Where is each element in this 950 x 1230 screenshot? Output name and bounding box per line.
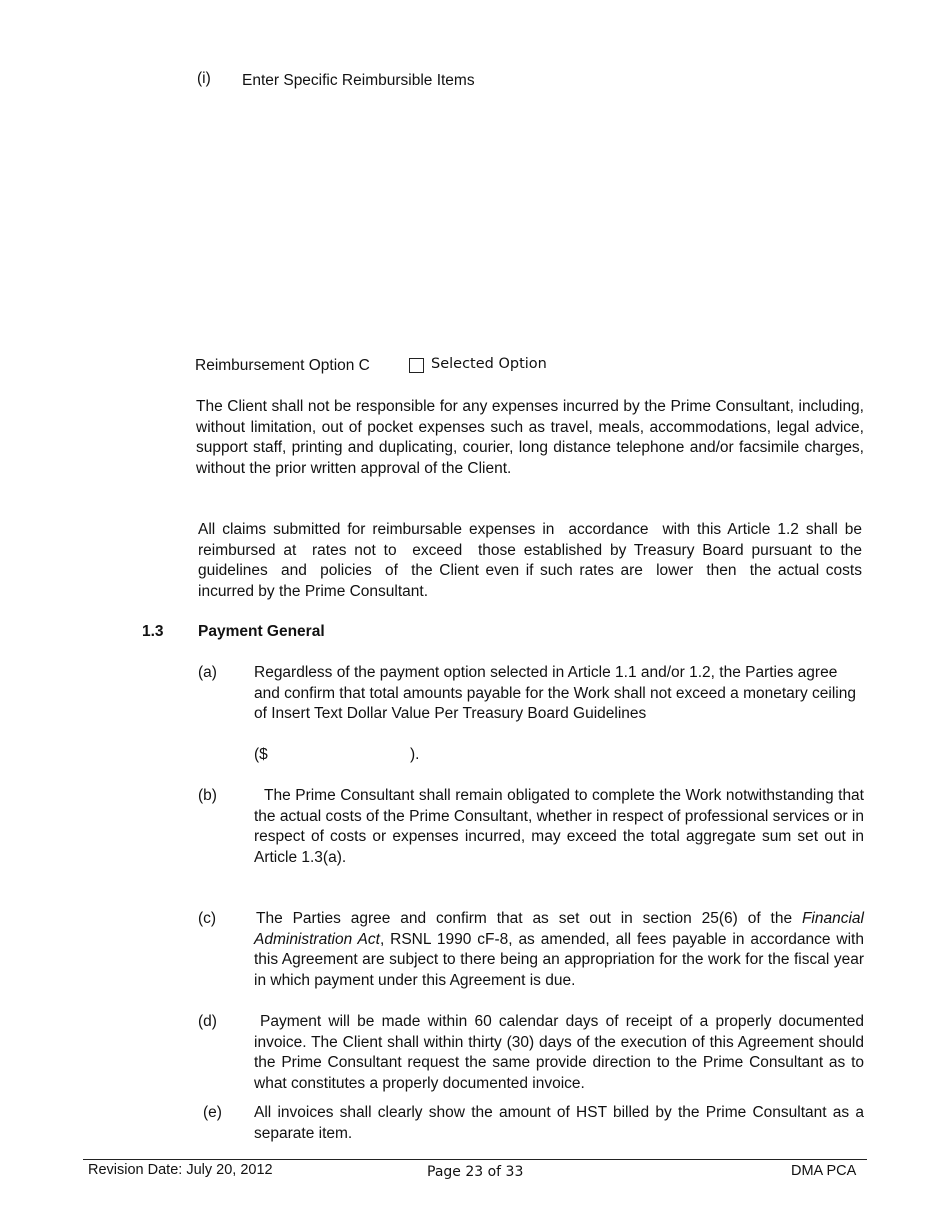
- clause-c-before: The Parties agree and confirm that as set out in section 25(6) of the: [256, 910, 802, 927]
- clause-e-text: All invoices shall clearly show the amount of HST billed by the Prime Consultant as a separate item.: [254, 1104, 864, 1142]
- page-number: Page 23 of 33: [427, 1164, 524, 1180]
- item-marker-i: (i): [197, 70, 211, 87]
- amount-open: ($: [254, 746, 268, 763]
- amount-field[interactable]: [280, 745, 405, 765]
- expenses-paragraph: The Client shall not be responsible for any expenses incurred by the Prime Consultant, including, without limitation, out of pocket expenses such as travel, meals, accommodations, legal advice, support staff, printing and duplicating, courier, long distance telephone and/or facsimile charges, without the prior written approval of the Client.: [196, 398, 864, 477]
- amount-close: ).: [410, 746, 420, 763]
- clause-d-marker: (d): [198, 1013, 217, 1030]
- reimbursible-items-field[interactable]: Enter Specific Reimbursible Items: [242, 72, 475, 89]
- clause-a-body: Regardless of the payment option selected in Article 1.1 and/or 1.2, the Parties agree and confirm that total amounts payable for the Work shall not exceed a monetary ceiling of: [254, 664, 856, 722]
- reimbursement-option-c-label: Reimbursement Option C: [195, 357, 370, 374]
- clause-a-text: [254, 663, 864, 725]
- clause-c-text: [254, 909, 864, 991]
- act-name: Financial Administration Act: [254, 910, 864, 948]
- selected-option-checkbox[interactable]: [409, 358, 424, 373]
- clause-a-marker: (a): [198, 664, 217, 681]
- section-number: 1.3: [142, 623, 164, 640]
- clause-e-marker: (e): [203, 1104, 222, 1121]
- selected-option-label: Selected Option: [431, 356, 547, 372]
- section-title: Payment General: [198, 623, 325, 640]
- clause-d-text: Payment will be made within 60 calendar days of receipt of a properly documented invoice. The Client shall within thirty (30) days of the execution of this Agreement should the Prime Consultant request the same provide direction to the Prime Consultant as to what constitutes a properly documented invoice.: [254, 1013, 864, 1092]
- revision-date: Revision Date: July 20, 2012: [88, 1162, 273, 1178]
- clause-b-text: The Prime Consultant shall remain obligated to complete the Work notwithstanding that the actual costs of the Prime Consultant, whether in respect of professional services or in respect of costs or expenses incurred, may exceed the total aggregate sum set out in Article 1.3(a).: [254, 787, 864, 866]
- clause-c-marker: (c): [198, 910, 217, 927]
- claims-paragraph: All claims submitted for reimbursable expenses in accordance with this Article 1.2 shall be reimbursed at rates not to exceed those established by Treasury Board pursuant to the guidelines and policies of the Client even if such rates are lower then the actual costs incurred by the Prime Consultant.: [198, 521, 871, 600]
- dollar-value-field[interactable]: Insert Text Dollar Value Per Treasury Board Guidelines: [271, 705, 647, 722]
- clause-c-after: , RSNL 1990 cF-8, as amended, all fees payable in accordance with this Agreement are subject to there being an appropriation for the work for the fiscal year in which payment under this Agreement is due.: [254, 930, 864, 989]
- document-code: DMA PCA: [791, 1163, 857, 1179]
- clause-b-marker: (b): [198, 787, 217, 804]
